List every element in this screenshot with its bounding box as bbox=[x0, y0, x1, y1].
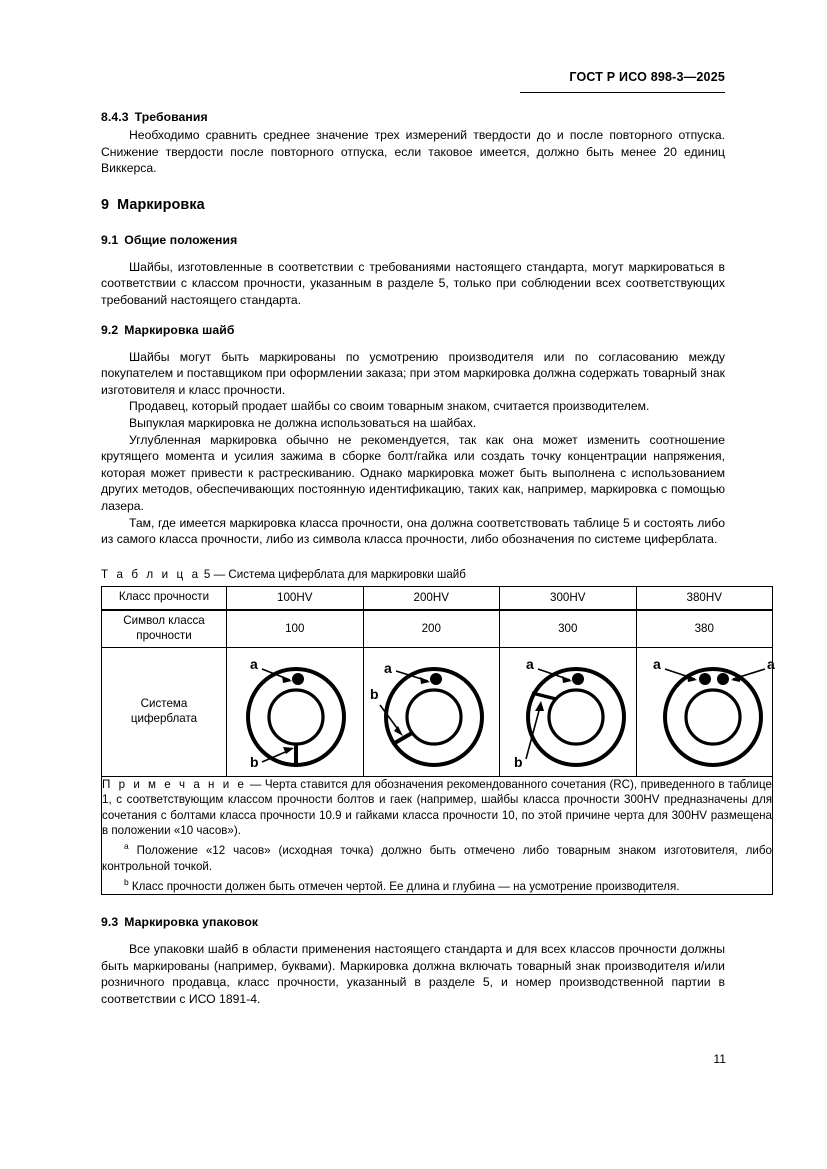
paragraph-9-2-1: Шайбы могут быть маркированы по усмотрению производителя или по согласованию между покупателем и поставщиком при оформлении заказа; при этом маркировка должна содержать товарный знак изготовителя и класс прочности. bbox=[101, 349, 725, 397]
table-row-grades bbox=[102, 586, 773, 610]
table-caption-label: Т а б л и ц а bbox=[101, 567, 201, 581]
dial-label-a-left-380hv: a bbox=[652, 655, 661, 672]
running-header: ГОСТ Р ИСО 898-3—2025 bbox=[569, 70, 725, 84]
dial-dot-left bbox=[699, 673, 711, 685]
symbol-cell-3: 300 bbox=[500, 610, 637, 648]
row-label-symbol-line2: прочности bbox=[136, 628, 192, 642]
table-5 bbox=[101, 586, 773, 896]
row-label-dial-line2: циферблата bbox=[130, 711, 198, 725]
paragraph-9-2-3: Выпуклая маркировка не должна использоваться на шайбах. bbox=[129, 415, 477, 430]
paragraph-9-2-5: Там, где имеется маркировка класса прочности, она должна соответствовать таблице 5 и состоять либо из самого класса прочности, либо из символа класса прочности, либо обозначения по системе циферблата. bbox=[101, 515, 725, 547]
row-label-grade: Класс прочности bbox=[102, 586, 227, 610]
dial-label-b-200hv: b bbox=[370, 685, 379, 702]
spacer bbox=[101, 309, 725, 323]
heading-9-3-title: Маркировка упаковок bbox=[124, 915, 259, 930]
symbol-cell-1: 100 bbox=[227, 610, 364, 648]
table-row-symbols bbox=[102, 610, 773, 648]
heading-9-1-number: 9.1 bbox=[101, 232, 119, 247]
dial-dot-12oclock bbox=[292, 673, 304, 685]
dial-dot-12oclock bbox=[572, 673, 584, 685]
table-caption-dash: — bbox=[213, 567, 226, 581]
paragraph-9-3: Все упаковки шайб в области применения настоящего стандарта и для всех классов прочности должны быть маркированы (например, буквами). Маркировка должна включать товарный знак производителя и/или розничного продавца, класс прочности, указанный в разделе 5, и номер производственной партии в соответствии с ИСО 1891-4. bbox=[101, 942, 725, 1007]
heading-9-number: 9 bbox=[101, 196, 110, 213]
symbol-cell-4: 380 bbox=[636, 610, 773, 648]
dial-cell-300hv bbox=[500, 647, 637, 776]
paragraph-9-1: Шайбы, изготовленные в соответствии с требованиями настоящего стандарта, могут маркироваться в соответствии с классом прочности, указанным в разделе 5, только при соблюдении всех соответствующих требований настоящего стандарта. bbox=[101, 259, 725, 307]
table-note-dash: — bbox=[249, 777, 262, 791]
heading-9-3-number: 9.3 bbox=[101, 915, 119, 930]
dial-tick-8oclock bbox=[393, 733, 412, 744]
grade-cell-2: 200HV bbox=[363, 586, 500, 610]
table-caption-number: 5 bbox=[203, 567, 211, 581]
heading-9-title: Маркировка bbox=[117, 196, 205, 213]
row-label-dial-line1: Система bbox=[140, 697, 188, 711]
dial-dot-12oclock bbox=[430, 673, 442, 685]
dial-diagram-300hv bbox=[500, 649, 640, 775]
table-caption-title: Система циферблата для маркировки шайб bbox=[228, 567, 466, 581]
heading-8-4-3 bbox=[101, 110, 725, 124]
dial-diagram-200hv bbox=[364, 649, 498, 775]
spacer bbox=[101, 932, 725, 941]
dial-cell-380hv bbox=[636, 647, 773, 776]
spacer bbox=[101, 895, 725, 915]
heading-8-4-3-number: 8.4.3 bbox=[101, 110, 129, 124]
heading-9-1-title: Общие положения bbox=[124, 232, 238, 247]
row-label-symbol-line1: Символ класса bbox=[123, 614, 205, 628]
row-label-symbol bbox=[102, 610, 227, 648]
heading-9-1 bbox=[101, 233, 725, 247]
row-label-dial bbox=[102, 647, 227, 776]
grade-cell-1: 100HV bbox=[227, 586, 364, 610]
dial-label-a-200hv: a bbox=[384, 659, 393, 676]
spacer bbox=[101, 340, 725, 349]
dial-label-a-right-380hv: a bbox=[766, 655, 775, 672]
paragraph-8-4-3: Необходимо сравнить среднее значение трех измерений твердости до и после повторного отпуска. Снижение твердости после повторного отпуска, если таковое имеется, должно быть менее 20 единиц Виккерса. bbox=[101, 128, 725, 176]
dial-dot-right bbox=[717, 673, 729, 685]
footnote-marker-b: b bbox=[124, 876, 129, 887]
dial-diagram-100hv bbox=[228, 649, 362, 775]
footnote-marker-a: a bbox=[124, 841, 129, 852]
footnote-text-b: Класс прочности должен быть отмечен чертой. Ее длина и глубина — на усмотрение производителя. bbox=[131, 879, 680, 893]
table-note bbox=[102, 777, 772, 839]
table-5-caption bbox=[101, 568, 725, 581]
heading-9-2 bbox=[101, 323, 725, 337]
header-rule bbox=[520, 92, 725, 93]
heading-9-3 bbox=[101, 915, 725, 929]
dial-cell-100hv bbox=[227, 647, 364, 776]
symbol-cell-2: 200 bbox=[363, 610, 500, 648]
heading-9-2-title: Маркировка шайб bbox=[124, 322, 235, 337]
grade-cell-4: 380HV bbox=[636, 586, 773, 610]
grade-cell-3: 300HV bbox=[500, 586, 637, 610]
spacer bbox=[101, 177, 725, 197]
dial-label-a-300hv: a bbox=[526, 655, 534, 672]
table-row-dials bbox=[102, 647, 773, 776]
dial-tick-10oclock bbox=[532, 693, 556, 699]
dial-label-b-300hv: b bbox=[514, 753, 523, 770]
page-number: 11 bbox=[713, 1052, 726, 1066]
dial-diagram-380hv bbox=[637, 649, 787, 775]
table-footnote-a bbox=[102, 839, 772, 874]
spacer bbox=[101, 213, 725, 233]
table-footnote-b bbox=[102, 875, 772, 894]
dial-label-a-100hv: a bbox=[249, 655, 258, 672]
table-note-label: П р и м е ч а н и е bbox=[102, 777, 247, 791]
footnote-text-a: Положение «12 часов» (исходная точка) должно быть отмечено либо товарным знаком изготовителя, либо контрольной точкой. bbox=[102, 844, 772, 873]
heading-8-4-3-title: Требования bbox=[134, 110, 208, 124]
dial-cell-200hv bbox=[363, 647, 500, 776]
spacer bbox=[101, 548, 725, 568]
heading-9 bbox=[101, 197, 725, 213]
table-note-cell bbox=[102, 776, 773, 895]
paragraph-9-2-2: Продавец, который продает шайбы со своим товарным знаком, считается производителем. bbox=[129, 399, 650, 414]
heading-9-2-number: 9.2 bbox=[101, 322, 119, 337]
paragraph-9-2-4: Углубленная маркировка обычно не рекомендуется, так как она может изменить соотношение крутящего момента и усилия зажима в сборке болт/гайка или создать точку концентрации напряжения, которая может привести к растрескиванию. Однако маркировка может быть выполнена с использованием других методов, обеспечивающих постоянную идентификацию, таких как, например, маркировка с помощью лазера. bbox=[101, 432, 725, 513]
spacer bbox=[101, 250, 725, 259]
table-note-text: Черта ставится для обозначения рекомендованного сочетания (RC), приведенного в таблице 1, с соответствующим классом прочности болтов и гаек (например, шайбы класса прочности 300HV предназначены для сочетания с болтами класса прочности 10.9 и гайками класса прочности 10, по этой причине черта для 300HV размещена в положении «10 часов»). bbox=[102, 777, 772, 837]
page-content bbox=[101, 110, 775, 1008]
table-row-note bbox=[102, 776, 773, 895]
dial-label-b-100hv: b bbox=[249, 753, 259, 770]
